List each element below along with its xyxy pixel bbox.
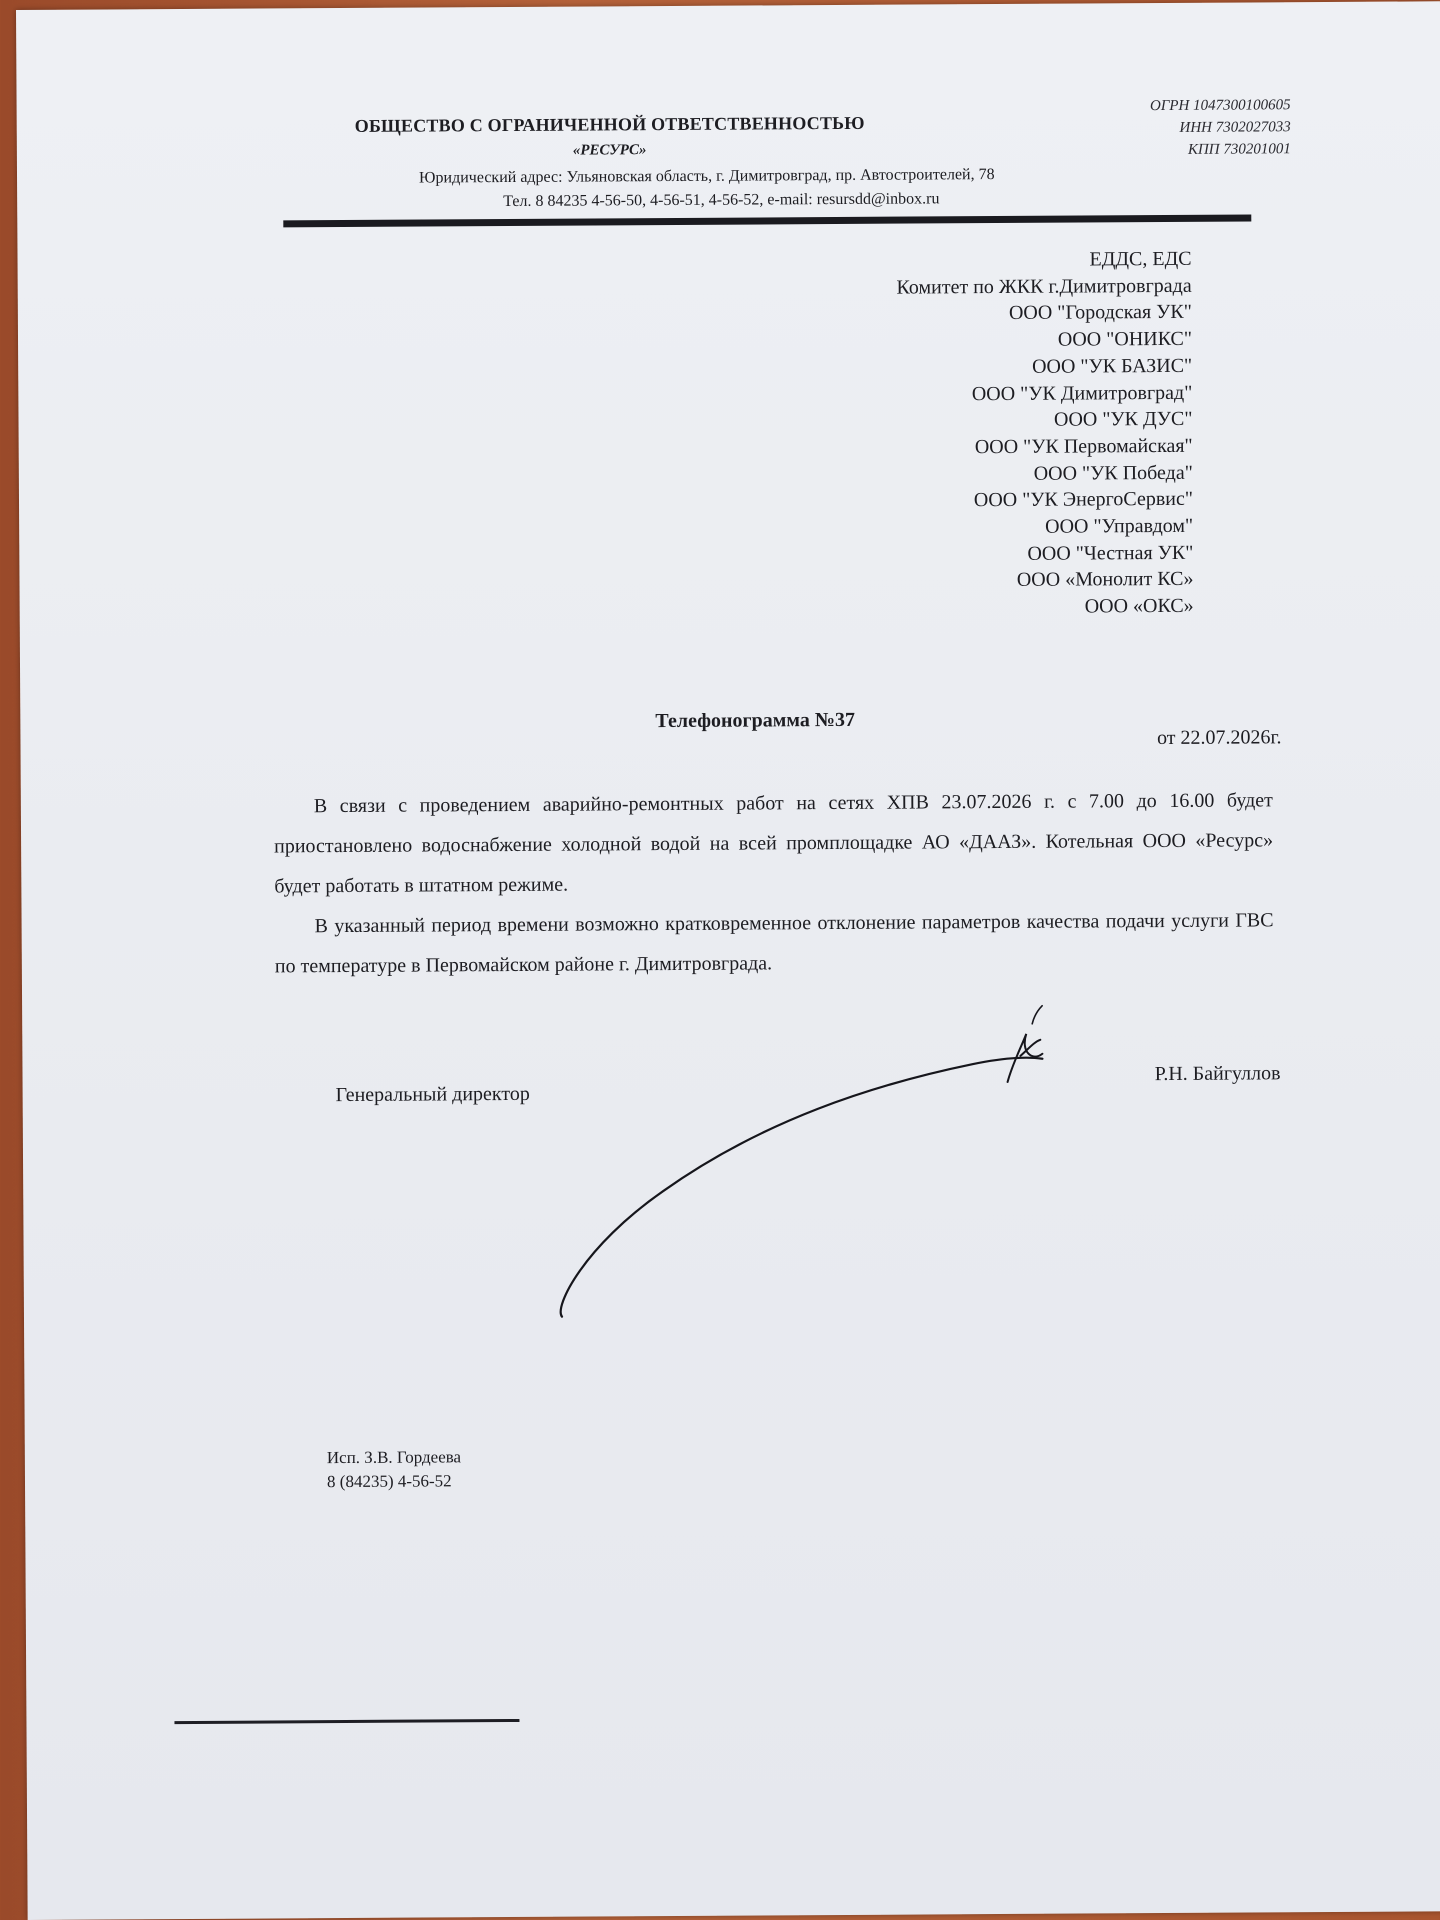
kpp: КПП 730201001 [1187, 141, 1291, 158]
recipient-list [896, 246, 1193, 622]
recipient-item: ООО "УК Первомайская" [974, 434, 1193, 459]
recipient-item: ООО "ОНИКС" [1057, 327, 1193, 351]
document-title: Телефонограмма №37 [655, 708, 855, 733]
registration-block [1150, 94, 1291, 161]
recipient-item: ООО "Честная УК" [1027, 541, 1194, 565]
document-date: от 22.07.2026г. [1156, 726, 1282, 750]
org-name: ОБЩЕСТВО С ОГРАНИЧЕННОЙ ОТВЕТСТВЕННОСТЬЮ [354, 112, 865, 136]
recipient-item: ООО «Монолит КС» [1016, 568, 1194, 592]
contact-line: Тел. 8 84235 4-56-50, 4-56-51, 4-56-52, e-mail: resursdd@inbox.ru [503, 190, 940, 211]
recipient-item: ООО "УК ЭнергоСервис" [973, 488, 1194, 512]
recipient-item: Комитет по ЖКК г.Димитровграда [896, 274, 1192, 299]
recipient-item: ООО "Городская УК" [1008, 301, 1192, 325]
body-paragraph: В связи с проведением аварийно-ремонтных работ на сетях ХПВ 23.07.2026 г. с 7.00 до 16.00 будет приостановлено водоснабжение холодной водой на всей промплощадке АО «ДААЗ». Котельная ООО «Ресурс» будет работать в штатном режиме. [274, 789, 1274, 898]
recipient-item: ООО «ОКС» [1084, 594, 1194, 618]
inn: ИНН 7302027033 [1179, 119, 1291, 136]
org-short-name: «РЕСУРС» [572, 142, 647, 159]
bottom-divider [174, 1719, 519, 1724]
executor-name: Исп. З.В. Гордеева [326, 1447, 462, 1468]
recipient-item: ООО "Управдом" [1045, 514, 1194, 538]
ogrn: ОГРН 1047300100605 [1149, 97, 1291, 115]
recipient-item: ООО "УК Победа" [1033, 461, 1193, 485]
signer-position: Генеральный директор [335, 1082, 530, 1107]
recipient-item: ООО "УК БАЗИС" [1031, 354, 1193, 378]
handwritten-signature [542, 1004, 1064, 1337]
header-divider [283, 214, 1251, 227]
recipient-item: ООО "УК Димитровград" [971, 381, 1193, 405]
recipient-item: ООО "УК ДУС" [1053, 408, 1193, 431]
recipient-item: ЕДДС, ЕДС [1089, 247, 1192, 271]
document-body [274, 780, 1274, 986]
body-paragraph: В указанный период времени возможно кратковременное отклонение параметров качества подачи услуги ГВС по температуре в Первомайском районе г. Димитровграда. [274, 909, 1274, 978]
executor-phone: 8 (84235) 4-56-52 [326, 1471, 452, 1492]
document-sheet [16, 1, 1440, 1920]
signer-name: Р.Н. Байгуллов [1154, 1062, 1281, 1086]
legal-address: Юридический адрес: Ульяновская область, г. Димитровград, пр. Автостроителей, 78 [418, 166, 995, 187]
executor-block [327, 1445, 462, 1494]
